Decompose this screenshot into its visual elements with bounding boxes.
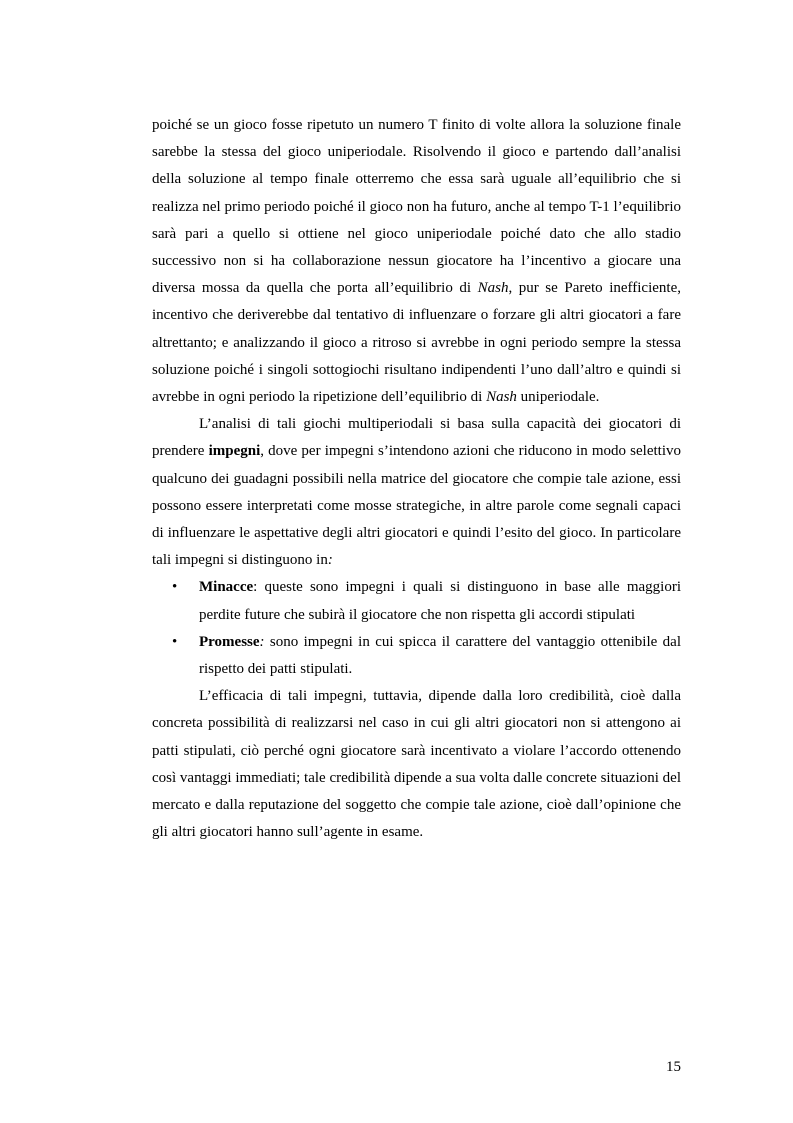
paragraph-3: L’efficacia di tali impegni, tuttavia, dipende dalla loro credibilità, cioè dalla concreta possibilità di realizzarsi nel caso in cui gli altri giocatori non si attengono ai patti stipulati, ciò perché ogni giocatore sarà incentivato a violare l’accordo ottenendo così vantaggi immediati; tale credibilità dipende a sua volta dalle concrete situazioni del mercato e dalla reputazione del soggetto che compie tale azione, cioè dall’opinione che gli altri giocatori hanno sull’agente in esame.	[152, 688, 681, 841]
paragraph-1-text-a: poiché se un gioco fosse ripetuto un numero T finito di volte allora la soluzione finale sarebbe la stessa del gioco uniperiodale. Risolvendo il gioco e partendo dall’analisi della soluzione al tempo finale otterremo che essa sarà uguale all’equilibrio che si realizza nel primo periodo poiché il gioco non ha futuro, anche al tempo T-1 l’equilibrio sarà pari a quello si ottiene nel gioco uniperiodale poiché dato che allo stadio successivo non si ha collaborazione nessun giocatore ha l’incentivo a giocare una diversa mossa da quella che porta all’equilibrio di	[152, 117, 681, 297]
paragraph-2	[152, 411, 681, 574]
nash-term: Nash	[477, 280, 509, 297]
list-term: Minacce	[199, 579, 254, 596]
bullet-icon: •	[172, 633, 178, 650]
list-item-promesse	[152, 629, 681, 683]
list-separator: :	[253, 579, 258, 596]
bullet-icon: •	[172, 579, 178, 596]
list-item-minacce	[152, 574, 681, 628]
paragraph-2-text-a: L’analisi di tali giochi multiperiodali si basa sulla capacità dei giocatori di prendere	[152, 416, 681, 460]
paragraph-2-text-b: , dove per impegni s’intendono azioni che riducono in modo selettivo qualcuno dei guadagni possibili nella matrice del giocatore che compie tale azione, essi possono essere interpretati come mosse strategiche, in altre parole come segnali capaci di influenzare le aspettative degli altri giocatori e quindi l’esito del gioco. In particolare tali impegni si distinguono in	[152, 443, 681, 569]
list-term: Promesse	[199, 633, 260, 650]
paragraph-1-text-b: , pur se Pareto inefficiente, incentivo che deriverebbe dal tentativo di influenzare o forzare gli altri giocatori a fare altrettanto; e analizzando il gioco a ritroso si avrebbe in ogni periodo sempre la stessa soluzione poiché i singoli sottogiochi risultano indipendenti l’uno dall’altro e quindi si avrebbe in ogni periodo la ripetizione dell’equilibrio di	[152, 280, 681, 406]
page-number: 15	[666, 1059, 681, 1075]
list-separator: :	[259, 633, 265, 650]
page-body	[152, 112, 681, 846]
impegni-term: impegni	[208, 443, 261, 460]
list-text: queste sono impegni i quali si distinguono in base alle maggiori perdite future che subirà il giocatore che non rispetta gli accordi stipulati	[199, 579, 681, 623]
paragraph-2-colon: :	[327, 552, 333, 569]
list-text: sono impegni in cui spicca il carattere del vantaggio ottenibile dal rispetto dei patti stipulati.	[199, 633, 681, 678]
commitments-list	[152, 574, 681, 683]
paragraph-1	[152, 112, 681, 411]
nash-term: Nash	[486, 389, 517, 406]
paragraph-1-text-c: uniperiodale.	[516, 389, 600, 406]
